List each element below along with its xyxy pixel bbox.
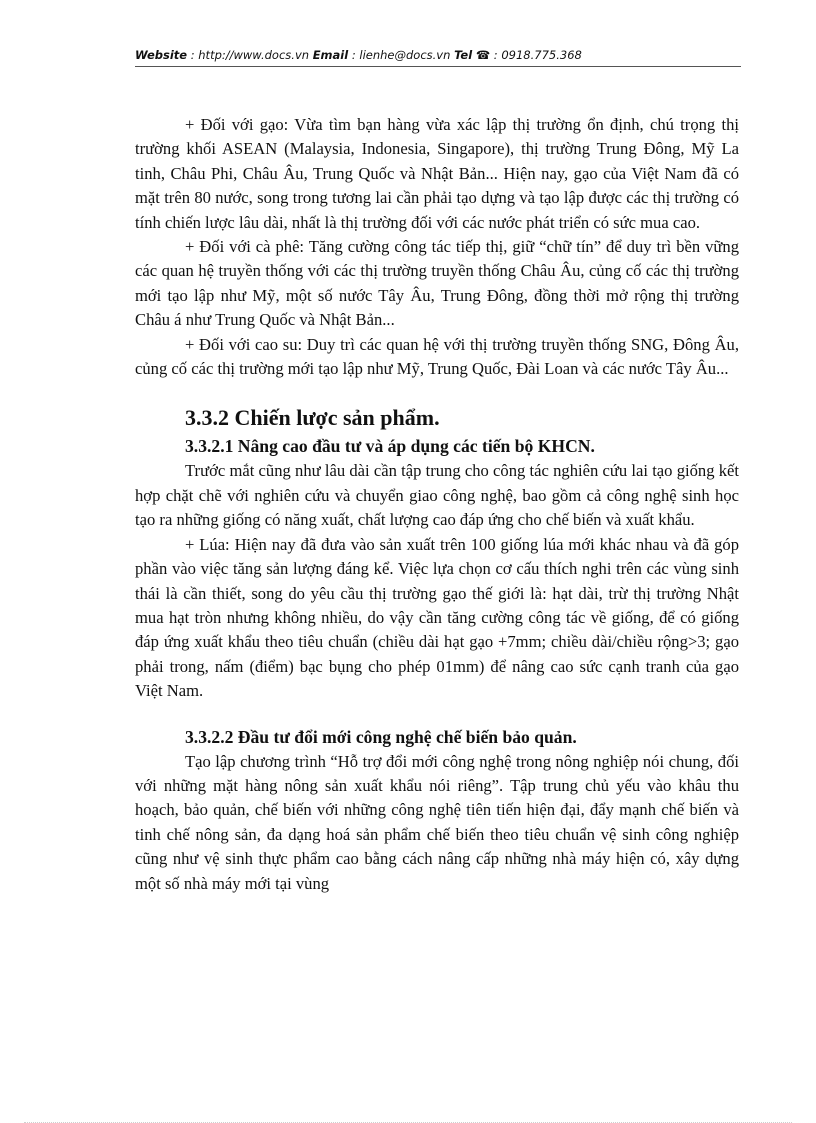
header-separator: : <box>187 48 199 62</box>
header-separator: : <box>490 48 502 62</box>
paragraph-rubber-market: + Đối với cao su: Duy trì các quan hệ với thị trường truyền thống SNG, Đông Âu, củng cố các thị trường mới tạo lập như Mỹ, Trung Quốc, Đài Loan và các nước Tây Âu... <box>135 334 739 379</box>
paragraph-coffee-market: + Đối với cà phê: Tăng cường công tác tiếp thị, giữ “chữ tín” để duy trì bền vững các quan hệ truyền thống với các thị trường truyền thống Châu Âu, củng cố các thị trường mới tạo lập như Mỹ, một số nước Tây Âu, Trung Đông, đồng thời mở rộng thị trường Châu á như Trung Quốc và Nhật Bản... <box>135 237 739 330</box>
website-label: Website <box>135 48 188 62</box>
paragraph-rice-varieties: + Lúa: Hiện nay đã đưa vào sản xuất trên 100 giống lúa mới khác nhau và đã góp phần vào việc tăng sản lượng đáng kể. Việc lựa chọn cơ cấu thích nghi trên các vùng sinh thái là cần thiết, song do yêu cầu thị trường gạo thế giới là: hạt dài, trừ thị trường Nhật mua hạt tròn nhưng không nhiều, do vậy cần tăng cường công tác về giống, để có giống đáp ứng xuất khẩu theo tiêu chuẩn (chiều dài hạt gạo +7mm; chiều dài/chiều rộng>3; gạo phải trong, nấm (điểm) bạc bụng cho phép 01mm) để nâng cao sức cạnh tranh của gạo Việt Nam. <box>135 534 739 701</box>
tel-label: Tel <box>454 48 473 62</box>
section-heading: 3.3.2 Chiến lược sản phẩm. <box>185 405 440 431</box>
email-label: Email <box>312 48 349 62</box>
paragraph-technology: Tạo lập chương trình “Hỗ trợ đổi mới công nghệ trong nông nghiệp nói chung, đối với những mặt hàng nông sản xuất khẩu nói riêng”. Tập trung chủ yếu vào khâu thu hoạch, bảo quản, chế biến với những công nghệ tiên tiến hiện đại, đẩy mạnh chế biến và tinh chế nông sản, đa dạng hoá sản phẩm chế biến theo tiêu chuẩn vệ sinh công nghiệp cũng như vệ sinh thực phẩm cao bằng cách nâng cấp những nhà máy hiện có, xây dựng một số nhà máy mới tại vùng <box>135 751 739 893</box>
paragraph-rice-market: + Đối với gạo: Vừa tìm bạn hàng vừa xác lập thị trường ổn định, chú trọng thị trường khối ASEAN (Malaysia, Indonesia, Singapore), thị trường Trung Đông, Mỹ La tinh, Châu Phi, Châu Âu, Trung Quốc và Nhật Bản... Hiện nay, gạo của Việt Nam đã có mặt trên 80 nước, song trong tương lai cần phải tạo dựng và tạo lập được các thị trường có tính chiến lược lâu dài, nhất là thị trường đối với các nước phát triển có sức mua cao. <box>135 115 739 232</box>
document-body <box>135 113 739 896</box>
email-link[interactable]: lienhe@docs.vn <box>359 48 451 62</box>
header-divider <box>135 66 741 67</box>
paragraph-research: Trước mắt cũng như lâu dài cần tập trung cho công tác nghiên cứu lai tạo giống kết hợp chặt chẽ với nghiên cứu và chuyển giao công nghệ, bao gồm cả công nghệ sinh học tạo ra những giống có năng xuất, chất lượng cao đáp ứng cho chế biến và xuất khẩu. <box>135 461 739 530</box>
phone-icon: ☎ <box>475 48 491 62</box>
subsection-heading: 3.3.2.1 Nâng cao đầu tư và áp dụng các tiến bộ KHCN. <box>185 436 595 457</box>
subsection-heading: 3.3.2.2 Đầu tư đổi mới công nghệ chế biến bảo quản. <box>185 726 577 747</box>
page-header <box>135 48 741 62</box>
website-link[interactable]: http://www.docs.vn <box>198 48 310 62</box>
phone-number: 0918.775.368 <box>501 48 582 62</box>
header-separator: : <box>348 48 360 62</box>
